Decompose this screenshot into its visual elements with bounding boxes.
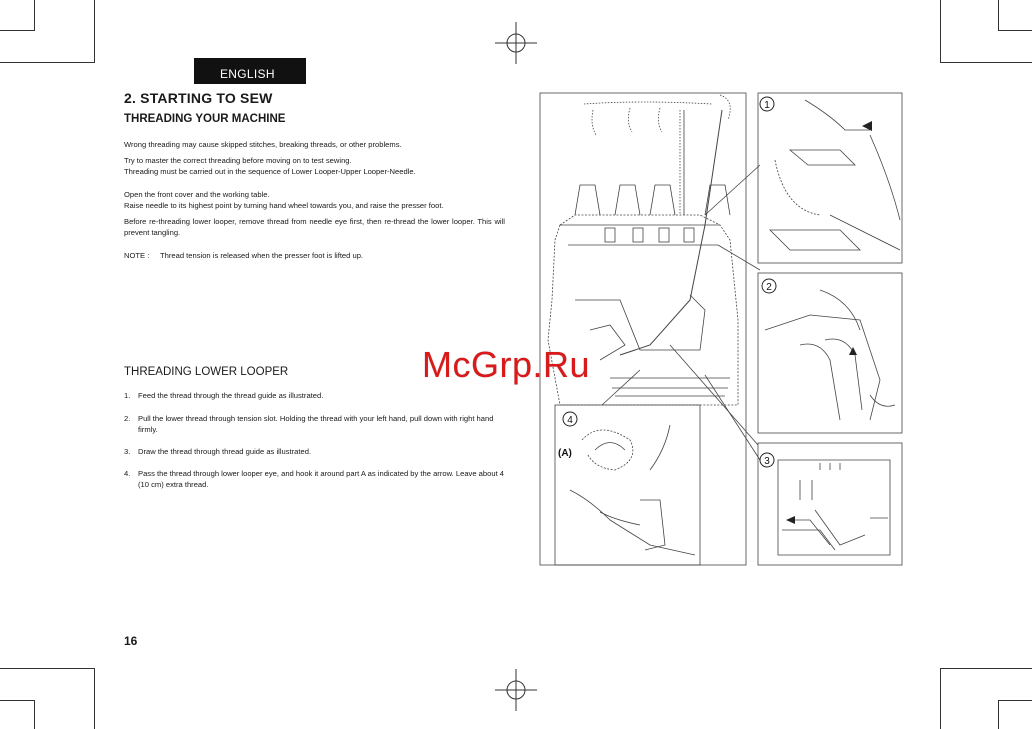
section-title: 2. STARTING TO SEW — [124, 90, 273, 106]
language-tab: ENGLISH — [194, 58, 306, 84]
note-label: NOTE : — [124, 251, 150, 260]
step-text: Feed the thread through the thread guide as illustrated. — [138, 391, 324, 400]
step-text: Pull the lower thread through tension slot. Holding the thread with your left hand, pull down with right hand firmly. — [138, 414, 494, 434]
paragraph-sequence: Threading must be carried out in the sequence of Lower Looper-Upper Looper-Needle. — [124, 167, 416, 176]
callout-4: 4 — [567, 415, 573, 426]
step-number: 3. — [124, 447, 131, 456]
step-number: 1. — [124, 391, 131, 400]
watermark: McGrp.Ru — [422, 344, 591, 385]
step-number: 4. — [124, 469, 131, 478]
paragraph-rethreading: Before re-threading lower looper, remove thread from needle eye first, then re-thread the lower looper. This will prevent tangling. — [124, 217, 505, 237]
callout-1: 1 — [764, 100, 770, 111]
note-text: Thread tension is released when the presser foot is lifted up. — [160, 251, 364, 260]
section-subtitle: THREADING YOUR MACHINE — [124, 113, 286, 125]
paragraph-warning: Wrong threading may cause skipped stitches, breaking threads, or other problems. — [124, 140, 402, 149]
step-text: Draw the thread through thread guide as illustrated. — [138, 447, 312, 456]
paragraph-master: Try to master the correct threading before moving on to test sewing. — [124, 156, 352, 165]
callout-2: 2 — [766, 282, 772, 293]
callout-3: 3 — [764, 456, 770, 467]
part-a-label: (A) — [558, 448, 572, 459]
page-number: 16 — [124, 634, 138, 648]
lower-looper-title: THREADING LOWER LOOPER — [124, 366, 289, 378]
paragraph-open-cover: Open the front cover and the working table. — [124, 190, 270, 199]
step-number: 2. — [124, 414, 131, 423]
step-text: Pass the thread through lower looper eye, and hook it around part A as indicated by the arrow. Leave about 4 (10 cm) extra thread. — [138, 469, 505, 489]
paragraph-raise-needle: Raise needle to its highest point by turning hand wheel towards you, and raise the presser foot. — [124, 201, 444, 210]
